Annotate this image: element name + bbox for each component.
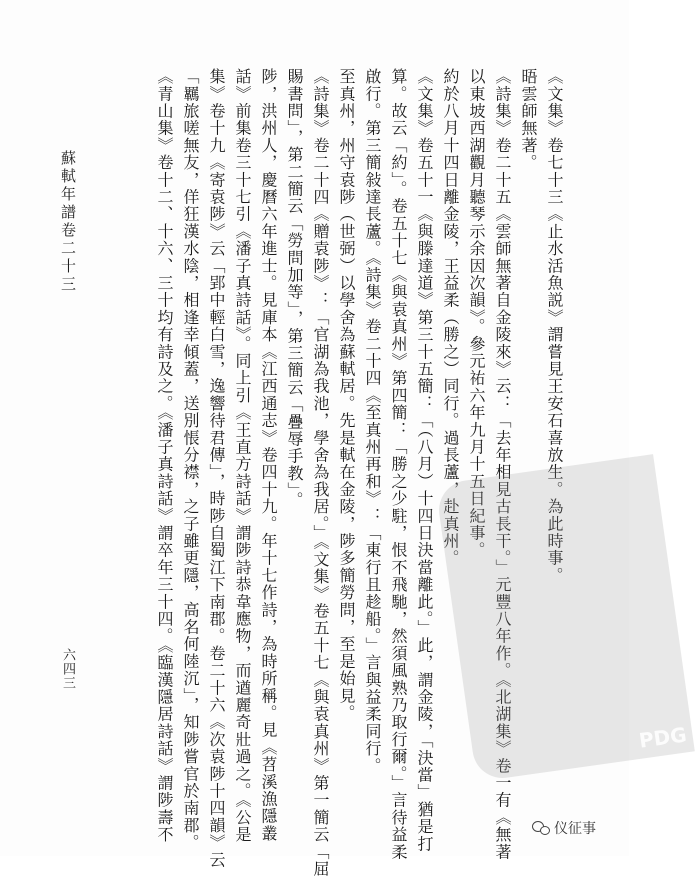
text-column: 「羈旅嗟無友，佯狂漢水陰，相逢幸傾蓋，送別悵分襟，之子雖更隱，高名何陸沉」，知陟嘗官於南郡。 <box>181 68 200 852</box>
text-column: 約於八月十四日離金陵，王益柔（勝之）同行。過長蘆，赴真州。 <box>441 68 460 567</box>
watermark-text: 仪征事 <box>554 821 596 837</box>
text-column: 《青山集》卷十二、十六、三十均有詩及之。《潘子真詩話》謂卒年三十四。《臨漢隱居詩話》謂陟壽不 <box>155 68 174 844</box>
text-column: 集》卷十九《寄袁陟》云「郢中輕白雪，逸響待君傳」，時陟自蜀江下南郡。卷二十六《次袁陟十四韻》云 <box>207 68 226 869</box>
page-number: 六四三 <box>60 648 75 690</box>
text-column: 話》前集卷三十七引《潘子真詩話》。同上引《王直方詩話》謂陟詩恭韋應物，而遒麗奇壯過之。《公是 <box>233 68 252 844</box>
running-head: 蘇軾年譜卷二十三 <box>59 150 77 294</box>
text-column: 晤雲師無著。 <box>519 68 538 172</box>
watermark <box>532 818 596 838</box>
library-stamp <box>435 454 695 782</box>
text-column: 《詩集》卷二十四《贈袁陟》：「官湖為我池，學舍為我居。」《文集》卷五十七《與袁真州》第一簡云「屈 <box>311 68 330 878</box>
text-column: 以東坡西湖觀月聽琴示余因次韻》。參元祐六年九月十五日紀事。 <box>467 68 486 559</box>
text-column: 《文集》卷七十三《止水活魚説》謂嘗見王安石喜放生。為此時事。 <box>545 68 564 584</box>
text-column: 陟，洪州人，慶曆六年進士。見庫本《江西通志》卷四十九。年十七作詩，為時所稱。見《苕溪漁隱叢 <box>259 68 278 842</box>
text-column: 《文集》卷五十一《與滕達道》第三十五簡：「（八月）十四日決當離此。」此，謂金陵，「決當」猶是打 <box>415 68 434 853</box>
wechat-icon <box>532 820 550 836</box>
text-column: 啟行。第三簡敍達長蘆。《詩集》卷二十四《至真州再和》：「東行且趁船。」言與益柔同行。 <box>363 68 382 775</box>
text-column: 《詩集》卷二十五《雲師無著自金陵來》云：「去年相見古長干。」元豐八年作。《北湖集》卷一有《無著 <box>493 68 512 861</box>
stamp-label: PDG <box>637 722 689 753</box>
text-column: 至真州，州守袁陟（世弼）以學舍為蘇軾居。先是軾在金陵，陟多簡勞問，至是始見。 <box>337 68 356 722</box>
text-column: 賜書問」，第二簡云「勞問加等」，第三簡云「疊辱手教」。 <box>285 68 304 509</box>
text-column: 算。故云「約」。卷五十七《與袁真州》第四簡：「勝之少駐，恨不飛馳，然須風熟乃取行爾。」言待益柔 <box>389 68 408 861</box>
